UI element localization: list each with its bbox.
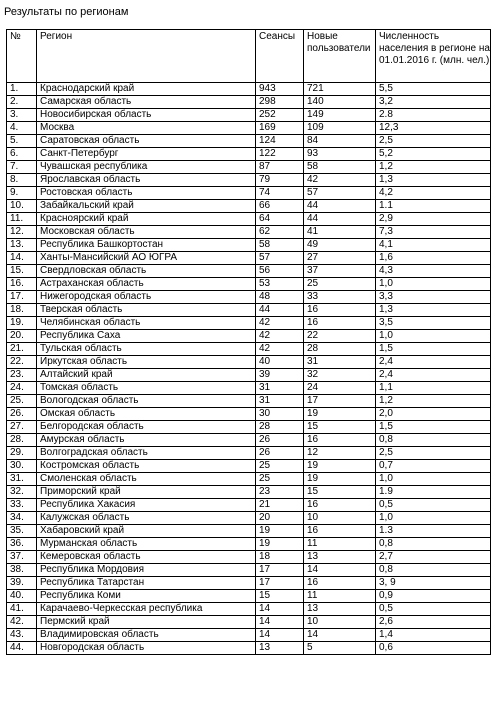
cell-region: Ростовская область <box>37 187 256 200</box>
cell-population: 1,3 <box>376 304 491 317</box>
cell-sessions: 21 <box>256 499 304 512</box>
table-row <box>7 83 491 96</box>
table-row <box>7 395 491 408</box>
table-row <box>7 499 491 512</box>
cell-new-users: 24 <box>304 382 376 395</box>
cell-new-users: 17 <box>304 395 376 408</box>
cell-region: Новосибирская область <box>37 109 256 122</box>
cell-sessions: 66 <box>256 200 304 213</box>
cell-population: 0,5 <box>376 603 491 616</box>
cell-num: 27. <box>7 421 37 434</box>
cell-population: 1,4 <box>376 629 491 642</box>
cell-new-users: 58 <box>304 161 376 174</box>
cell-num: 4. <box>7 122 37 135</box>
cell-num: 35. <box>7 525 37 538</box>
cell-region: Волгоградская область <box>37 447 256 460</box>
cell-population: 3,2 <box>376 96 491 109</box>
table-row <box>7 421 491 434</box>
cell-region: Саратовская область <box>37 135 256 148</box>
cell-sessions: 169 <box>256 122 304 135</box>
column-header-population: Численность населения в регионе на 01.01.2016 г. (млн. чел.) <box>376 30 491 83</box>
cell-new-users: 93 <box>304 148 376 161</box>
cell-num: 43. <box>7 629 37 642</box>
cell-sessions: 14 <box>256 616 304 629</box>
cell-sessions: 58 <box>256 239 304 252</box>
cell-population: 1,6 <box>376 252 491 265</box>
cell-population: 1,0 <box>376 512 491 525</box>
cell-sessions: 13 <box>256 642 304 655</box>
cell-num: 30. <box>7 460 37 473</box>
cell-population: 0,8 <box>376 538 491 551</box>
cell-num: 41. <box>7 603 37 616</box>
cell-region: Нижегородская область <box>37 291 256 304</box>
cell-new-users: 13 <box>304 551 376 564</box>
cell-num: 3. <box>7 109 37 122</box>
cell-region: Костромская область <box>37 460 256 473</box>
table-row <box>7 226 491 239</box>
cell-population: 1,0 <box>376 330 491 343</box>
cell-sessions: 23 <box>256 486 304 499</box>
cell-num: 15. <box>7 265 37 278</box>
cell-sessions: 19 <box>256 538 304 551</box>
table-row <box>7 174 491 187</box>
cell-population: 7,3 <box>376 226 491 239</box>
cell-population: 3,5 <box>376 317 491 330</box>
cell-sessions: 18 <box>256 551 304 564</box>
cell-num: 10. <box>7 200 37 213</box>
cell-region: Свердловская область <box>37 265 256 278</box>
table-row <box>7 564 491 577</box>
cell-new-users: 31 <box>304 356 376 369</box>
cell-new-users: 44 <box>304 200 376 213</box>
cell-num: 11. <box>7 213 37 226</box>
table-row <box>7 486 491 499</box>
cell-population: 0,9 <box>376 590 491 603</box>
table-row <box>7 369 491 382</box>
cell-region: Мурманская область <box>37 538 256 551</box>
cell-sessions: 298 <box>256 96 304 109</box>
cell-region: Республика Коми <box>37 590 256 603</box>
cell-sessions: 17 <box>256 577 304 590</box>
table-row <box>7 200 491 213</box>
cell-sessions: 44 <box>256 304 304 317</box>
cell-region: Ханты-Мансийский АО ЮГРА <box>37 252 256 265</box>
cell-population: 12,3 <box>376 122 491 135</box>
cell-sessions: 122 <box>256 148 304 161</box>
cell-region: Владимировская область <box>37 629 256 642</box>
cell-num: 13. <box>7 239 37 252</box>
table-row <box>7 135 491 148</box>
cell-region: Республика Мордовия <box>37 564 256 577</box>
cell-sessions: 56 <box>256 265 304 278</box>
cell-region: Забайкальский край <box>37 200 256 213</box>
table-row <box>7 434 491 447</box>
column-header-num: № <box>7 30 37 83</box>
table-row <box>7 252 491 265</box>
cell-num: 26. <box>7 408 37 421</box>
cell-new-users: 14 <box>304 564 376 577</box>
table-row <box>7 330 491 343</box>
cell-num: 38. <box>7 564 37 577</box>
cell-num: 18. <box>7 304 37 317</box>
cell-population: 1,2 <box>376 395 491 408</box>
cell-region: Республика Хакасия <box>37 499 256 512</box>
table-row <box>7 447 491 460</box>
table-row <box>7 148 491 161</box>
cell-population: 0,8 <box>376 564 491 577</box>
table-body <box>7 83 491 655</box>
cell-new-users: 16 <box>304 525 376 538</box>
cell-num: 40. <box>7 590 37 603</box>
cell-new-users: 10 <box>304 616 376 629</box>
table-row <box>7 161 491 174</box>
cell-num: 42. <box>7 616 37 629</box>
cell-region: Краснодарский край <box>37 83 256 96</box>
cell-num: 8. <box>7 174 37 187</box>
cell-sessions: 14 <box>256 629 304 642</box>
cell-region: Ярославская область <box>37 174 256 187</box>
table-row <box>7 551 491 564</box>
cell-num: 22. <box>7 356 37 369</box>
table-row <box>7 616 491 629</box>
cell-population: 1,1 <box>376 382 491 395</box>
cell-sessions: 57 <box>256 252 304 265</box>
cell-population: 2,9 <box>376 213 491 226</box>
cell-new-users: 16 <box>304 317 376 330</box>
table-row <box>7 109 491 122</box>
cell-num: 1. <box>7 83 37 96</box>
column-header-sessions: Сеансы <box>256 30 304 83</box>
table-row <box>7 577 491 590</box>
cell-population: 2,7 <box>376 551 491 564</box>
cell-region: Санкт-Петербург <box>37 148 256 161</box>
cell-sessions: 64 <box>256 213 304 226</box>
cell-num: 14. <box>7 252 37 265</box>
cell-region: Республика Башкортостан <box>37 239 256 252</box>
cell-sessions: 31 <box>256 395 304 408</box>
cell-region: Красноярский край <box>37 213 256 226</box>
cell-new-users: 11 <box>304 538 376 551</box>
cell-population: 1,2 <box>376 161 491 174</box>
cell-sessions: 53 <box>256 278 304 291</box>
cell-population: 2,0 <box>376 408 491 421</box>
cell-new-users: 10 <box>304 512 376 525</box>
cell-num: 32. <box>7 486 37 499</box>
table-row <box>7 512 491 525</box>
cell-num: 36. <box>7 538 37 551</box>
cell-population: 1.3 <box>376 525 491 538</box>
cell-sessions: 14 <box>256 603 304 616</box>
cell-new-users: 33 <box>304 291 376 304</box>
cell-num: 9. <box>7 187 37 200</box>
cell-population: 2,4 <box>376 356 491 369</box>
cell-population: 1,0 <box>376 473 491 486</box>
cell-population: 5,2 <box>376 148 491 161</box>
cell-new-users: 28 <box>304 343 376 356</box>
table-row <box>7 213 491 226</box>
cell-new-users: 49 <box>304 239 376 252</box>
cell-num: 7. <box>7 161 37 174</box>
cell-population: 0,6 <box>376 642 491 655</box>
cell-sessions: 17 <box>256 564 304 577</box>
cell-num: 5. <box>7 135 37 148</box>
table-row <box>7 278 491 291</box>
regions-table <box>6 29 491 655</box>
column-header-region: Регион <box>37 30 256 83</box>
cell-population: 0,7 <box>376 460 491 473</box>
cell-num: 44. <box>7 642 37 655</box>
cell-sessions: 40 <box>256 356 304 369</box>
cell-region: Иркутская область <box>37 356 256 369</box>
cell-region: Республика Саха <box>37 330 256 343</box>
table-row <box>7 538 491 551</box>
cell-new-users: 16 <box>304 304 376 317</box>
cell-region: Томская область <box>37 382 256 395</box>
cell-population: 3,3 <box>376 291 491 304</box>
cell-region: Московская область <box>37 226 256 239</box>
cell-num: 37. <box>7 551 37 564</box>
cell-sessions: 48 <box>256 291 304 304</box>
cell-population: 2,5 <box>376 135 491 148</box>
cell-region: Вологодская область <box>37 395 256 408</box>
table-row <box>7 629 491 642</box>
cell-sessions: 20 <box>256 512 304 525</box>
cell-new-users: 13 <box>304 603 376 616</box>
cell-new-users: 5 <box>304 642 376 655</box>
cell-num: 33. <box>7 499 37 512</box>
cell-new-users: 41 <box>304 226 376 239</box>
cell-sessions: 74 <box>256 187 304 200</box>
cell-region: Тульская область <box>37 343 256 356</box>
cell-new-users: 32 <box>304 369 376 382</box>
cell-sessions: 26 <box>256 434 304 447</box>
cell-population: 1,0 <box>376 278 491 291</box>
cell-region: Москва <box>37 122 256 135</box>
cell-population: 5,5 <box>376 83 491 96</box>
cell-sessions: 62 <box>256 226 304 239</box>
cell-region: Тверская область <box>37 304 256 317</box>
cell-new-users: 16 <box>304 577 376 590</box>
table-row <box>7 304 491 317</box>
cell-new-users: 16 <box>304 499 376 512</box>
cell-num: 28. <box>7 434 37 447</box>
cell-num: 39. <box>7 577 37 590</box>
table-row <box>7 642 491 655</box>
cell-sessions: 25 <box>256 460 304 473</box>
cell-region: Приморский край <box>37 486 256 499</box>
cell-sessions: 39 <box>256 369 304 382</box>
cell-population: 2,6 <box>376 616 491 629</box>
cell-new-users: 27 <box>304 252 376 265</box>
cell-sessions: 87 <box>256 161 304 174</box>
cell-new-users: 57 <box>304 187 376 200</box>
cell-region: Чувашская республика <box>37 161 256 174</box>
cell-region: Карачаево-Черкесская республика <box>37 603 256 616</box>
table-row <box>7 291 491 304</box>
cell-num: 16. <box>7 278 37 291</box>
cell-sessions: 943 <box>256 83 304 96</box>
cell-sessions: 42 <box>256 330 304 343</box>
cell-population: 1,3 <box>376 174 491 187</box>
cell-sessions: 19 <box>256 525 304 538</box>
cell-sessions: 15 <box>256 590 304 603</box>
cell-population: 0,8 <box>376 434 491 447</box>
cell-population: 4,3 <box>376 265 491 278</box>
cell-population: 1.9 <box>376 486 491 499</box>
cell-region: Амурская область <box>37 434 256 447</box>
cell-new-users: 44 <box>304 213 376 226</box>
cell-new-users: 16 <box>304 434 376 447</box>
cell-region: Астраханская область <box>37 278 256 291</box>
cell-new-users: 15 <box>304 421 376 434</box>
cell-sessions: 26 <box>256 447 304 460</box>
cell-sessions: 30 <box>256 408 304 421</box>
cell-population: 4,1 <box>376 239 491 252</box>
cell-new-users: 721 <box>304 83 376 96</box>
cell-population: 2,5 <box>376 447 491 460</box>
cell-region: Пермский край <box>37 616 256 629</box>
cell-region: Алтайский край <box>37 369 256 382</box>
cell-region: Хабаровский край <box>37 525 256 538</box>
cell-sessions: 31 <box>256 382 304 395</box>
cell-sessions: 79 <box>256 174 304 187</box>
table-row <box>7 382 491 395</box>
cell-sessions: 28 <box>256 421 304 434</box>
cell-population: 2,4 <box>376 369 491 382</box>
cell-population: 1.1 <box>376 200 491 213</box>
cell-region: Челябинская область <box>37 317 256 330</box>
cell-num: 19. <box>7 317 37 330</box>
cell-num: 24. <box>7 382 37 395</box>
cell-region: Калужская область <box>37 512 256 525</box>
table-row <box>7 343 491 356</box>
cell-num: 2. <box>7 96 37 109</box>
cell-population: 4,2 <box>376 187 491 200</box>
cell-sessions: 124 <box>256 135 304 148</box>
cell-new-users: 42 <box>304 174 376 187</box>
cell-new-users: 19 <box>304 473 376 486</box>
cell-new-users: 11 <box>304 590 376 603</box>
cell-population: 0,5 <box>376 499 491 512</box>
cell-region: Кемеровская область <box>37 551 256 564</box>
cell-region: Омская область <box>37 408 256 421</box>
cell-sessions: 25 <box>256 473 304 486</box>
table-row <box>7 187 491 200</box>
cell-population: 3, 9 <box>376 577 491 590</box>
cell-new-users: 109 <box>304 122 376 135</box>
table-row <box>7 265 491 278</box>
cell-new-users: 19 <box>304 460 376 473</box>
table-row <box>7 96 491 109</box>
cell-sessions: 42 <box>256 317 304 330</box>
cell-new-users: 14 <box>304 629 376 642</box>
table-row <box>7 473 491 486</box>
cell-new-users: 25 <box>304 278 376 291</box>
cell-region: Белгородская область <box>37 421 256 434</box>
table-row <box>7 122 491 135</box>
cell-num: 23. <box>7 369 37 382</box>
cell-num: 31. <box>7 473 37 486</box>
cell-sessions: 42 <box>256 343 304 356</box>
cell-new-users: 15 <box>304 486 376 499</box>
table-row <box>7 525 491 538</box>
table-row <box>7 590 491 603</box>
cell-num: 21. <box>7 343 37 356</box>
cell-new-users: 140 <box>304 96 376 109</box>
table-row <box>7 603 491 616</box>
cell-new-users: 19 <box>304 408 376 421</box>
cell-region: Новгородская область <box>37 642 256 655</box>
table-row <box>7 239 491 252</box>
cell-population: 2.8 <box>376 109 491 122</box>
table-row <box>7 460 491 473</box>
cell-num: 17. <box>7 291 37 304</box>
cell-num: 12. <box>7 226 37 239</box>
cell-num: 25. <box>7 395 37 408</box>
column-header-new-users: Новые пользователи <box>304 30 376 83</box>
cell-new-users: 12 <box>304 447 376 460</box>
cell-new-users: 22 <box>304 330 376 343</box>
cell-population: 1,5 <box>376 421 491 434</box>
table-row <box>7 356 491 369</box>
document-title: Результаты по регионам <box>4 6 129 18</box>
table-row <box>7 408 491 421</box>
cell-region: Самарская область <box>37 96 256 109</box>
cell-population: 1,5 <box>376 343 491 356</box>
cell-region: Смоленская область <box>37 473 256 486</box>
cell-num: 29. <box>7 447 37 460</box>
table-row <box>7 317 491 330</box>
cell-new-users: 149 <box>304 109 376 122</box>
cell-num: 34. <box>7 512 37 525</box>
cell-num: 20. <box>7 330 37 343</box>
cell-num: 6. <box>7 148 37 161</box>
cell-sessions: 252 <box>256 109 304 122</box>
cell-new-users: 84 <box>304 135 376 148</box>
table-header-row <box>7 30 491 83</box>
cell-region: Республика Татарстан <box>37 577 256 590</box>
cell-new-users: 37 <box>304 265 376 278</box>
